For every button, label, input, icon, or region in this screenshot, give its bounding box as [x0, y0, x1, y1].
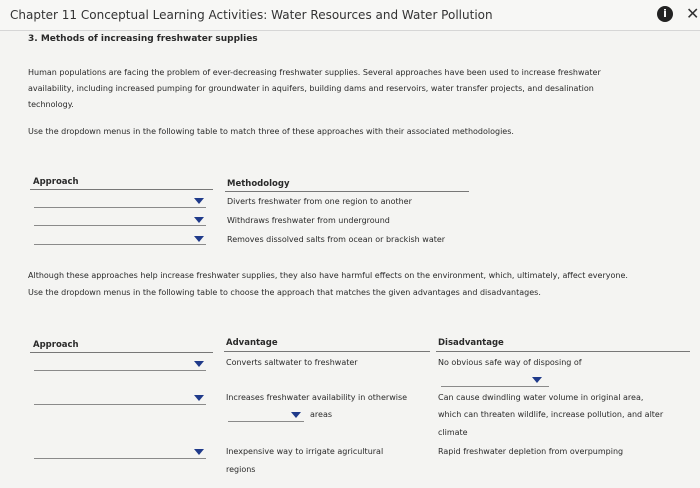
question-title: 3. Methods of increasing freshwater supplies	[28, 34, 258, 44]
table2-header-approach: Approach	[33, 340, 79, 350]
table2-header-rule-disadvantage	[436, 351, 690, 352]
dropdown-underline	[441, 386, 549, 387]
table2-disadvantage-2-line-1: Can cause dwindling water volume in original area,	[438, 393, 644, 402]
dropdown-underline	[34, 207, 206, 208]
close-icon[interactable]: ✕	[686, 4, 700, 23]
dropdown-caret-icon[interactable]	[532, 377, 542, 383]
table2-header-advantage: Advantage	[226, 338, 278, 348]
dropdown-underline	[34, 244, 206, 245]
table1-header-approach: Approach	[33, 177, 79, 187]
table2-advantage-1: Converts saltwater to freshwater	[226, 358, 358, 367]
dropdown-caret-icon[interactable]	[194, 217, 204, 223]
table2-advantage-3-line-1: Inexpensive way to irrigate agricultural	[226, 447, 384, 456]
dropdown-caret-icon[interactable]	[194, 236, 204, 242]
table2-disadvantage-1: No obvious safe way of disposing of	[438, 358, 582, 367]
dropdown-underline	[34, 404, 206, 405]
table1-methodology-3: Removes dissolved salts from ocean or brackish water	[227, 235, 446, 244]
intro-line-1: Human populations are facing the problem of ever-decreasing freshwater supplies. Several approaches have been used to increase freshwater	[28, 68, 601, 77]
title-bar	[0, 0, 700, 31]
page-title: Chapter 11 Conceptual Learning Activities: Water Resources and Water Pollution	[10, 8, 493, 22]
table2-disadvantage-2-line-2: which can threaten wildlife, increase pollution, and alter	[438, 410, 664, 419]
table2-header-rule-advantage	[224, 351, 430, 352]
dropdown-caret-icon[interactable]	[194, 449, 204, 455]
dropdown-caret-icon[interactable]	[194, 198, 204, 204]
intro-line-2: availability, including increased pumping for groundwater in aquifers, building dams and reservoirs, water transfer projects, and desalination	[28, 84, 594, 93]
table2-advantage-2b: areas	[310, 410, 333, 419]
table2-disadvantage-2-line-3: climate	[438, 428, 468, 437]
info-icon[interactable]: i	[657, 6, 673, 22]
table1-header-rule-approach	[30, 189, 213, 190]
table1-methodology-2: Withdraws freshwater from underground	[227, 216, 390, 225]
table2-header-disadvantage: Disadvantage	[438, 338, 504, 348]
paragraph-2-line-2: Use the dropdown menus in the following table to choose the approach that matches the given advantages and disadvantages.	[28, 288, 541, 297]
paragraph-2-line-1: Although these approaches help increase freshwater supplies, they also have harmful effects on the environment, which, ultimately, affect everyone.	[28, 271, 628, 280]
dropdown-underline	[34, 458, 206, 459]
dropdown-underline	[34, 370, 206, 371]
table1-header-methodology: Methodology	[227, 179, 290, 189]
table1-header-rule-methodology	[225, 191, 469, 192]
dropdown-caret-icon[interactable]	[194, 361, 204, 367]
instruction-1: Use the dropdown menus in the following table to match three of these approaches with their associated methodologies.	[28, 127, 514, 136]
dropdown-caret-icon[interactable]	[194, 395, 204, 401]
dropdown-caret-icon[interactable]	[291, 412, 301, 418]
table2-advantage-3-line-2: regions	[226, 465, 256, 474]
table2-header-rule-approach	[30, 352, 213, 353]
table2-advantage-2a: Increases freshwater availability in otherwise	[226, 393, 408, 402]
dropdown-underline	[228, 421, 304, 422]
table2-disadvantage-3: Rapid freshwater depletion from overpumping	[438, 447, 624, 456]
table1-methodology-1: Diverts freshwater from one region to another	[227, 197, 412, 206]
intro-line-3: technology.	[28, 100, 74, 109]
dropdown-underline	[34, 225, 206, 226]
